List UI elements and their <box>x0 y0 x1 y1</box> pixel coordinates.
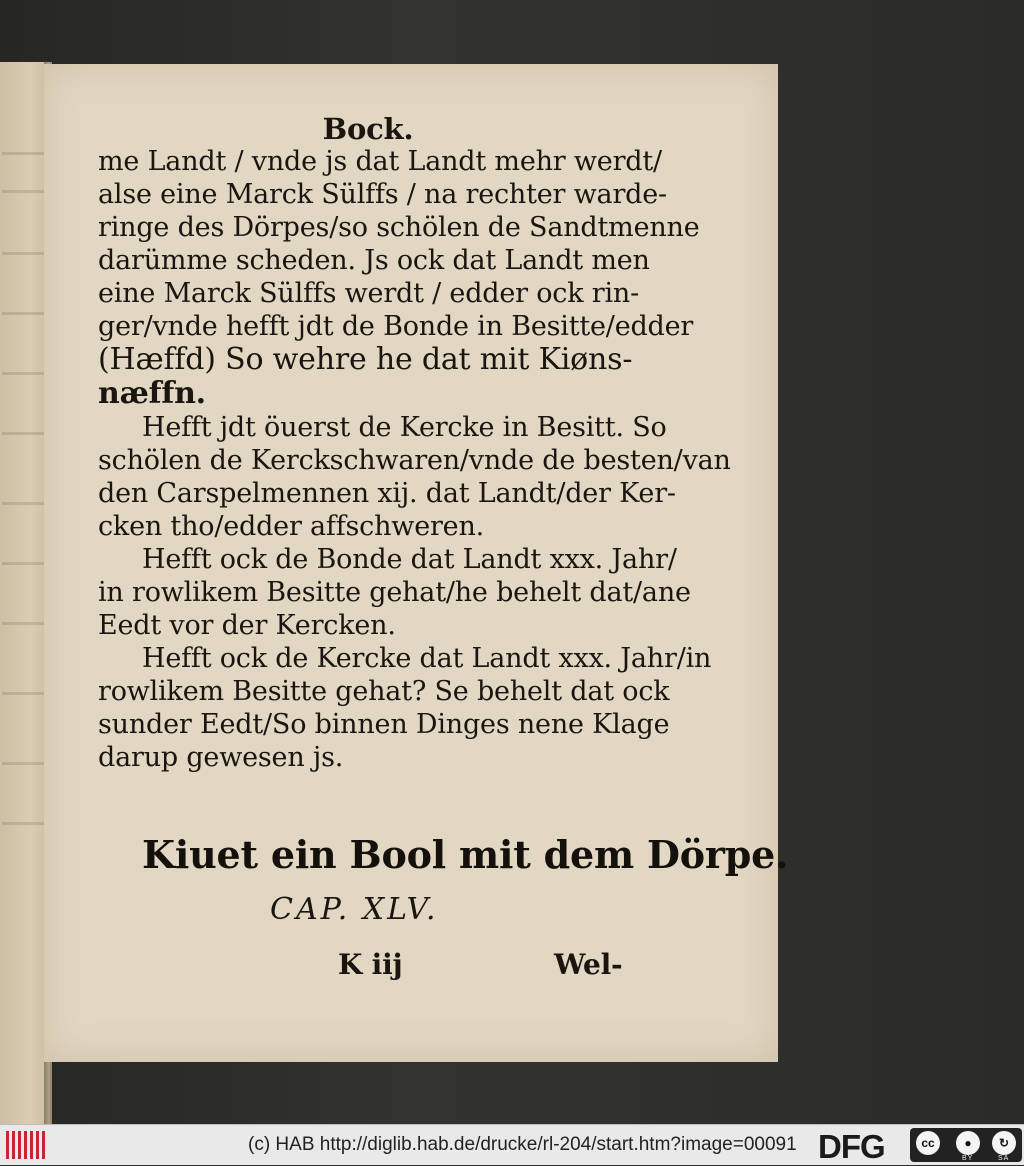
copyright-link[interactable]: (c) HAB http://diglib.hab.de/drucke/rl-204/start.htm?image=00091 <box>248 1134 797 1155</box>
text-line: cken tho/edder affschweren. <box>98 511 485 542</box>
text-line: schölen de Kerckschwaren/vnde de besten/van <box>98 445 731 476</box>
cc-icon: cc <box>916 1131 940 1155</box>
text-line: darup gewesen js. <box>98 742 344 773</box>
text-line: me Landt / vnde js dat Landt mehr werdt/ <box>98 146 662 177</box>
chapter-number: CAP. XLV. <box>270 892 439 927</box>
text-line: den Carspelmennen xij. dat Landt/der Ker- <box>98 478 676 509</box>
text-line: darümme scheden. Js ock dat Landt men <box>98 245 650 276</box>
text-line: eine Marck Sülffs werdt / edder ock rin- <box>98 278 640 309</box>
text-line: ringe des Dörpes/so schölen de Sandtmenne <box>98 212 700 243</box>
dfg-logo: DFG <box>818 1128 885 1165</box>
license-sa-label: SA <box>998 1155 1010 1162</box>
share-alike-icon: ↻ <box>992 1131 1016 1155</box>
license-by-label: BY <box>962 1155 974 1162</box>
running-head: Bock. <box>322 112 414 146</box>
text-line: ger/vnde hefft jdt de Bonde in Besitte/edder <box>98 311 694 342</box>
text-line: Hefft ock de Bonde dat Landt xxx. Jahr/ <box>142 544 677 575</box>
section-heading: Kiuet ein Bool mit dem Dörpe. <box>142 832 789 877</box>
text-line: rowlikem Besitte gehat? Se behelt dat ock <box>98 676 670 707</box>
text-line: in rowlikem Besitte gehat/he behelt dat/ane <box>98 577 691 608</box>
by-person-icon: ● <box>956 1131 980 1155</box>
book-page <box>44 64 789 1062</box>
viewer-footer <box>0 1124 1024 1165</box>
text-line: (Hæffd) So wehre he dat mit Kiøns- <box>98 342 633 377</box>
text-line: Eedt vor der Kercken. <box>98 610 396 641</box>
text-line: sunder Eedt/So binnen Dinges nene Klage <box>98 709 670 740</box>
text-line: Hefft jdt öuerst de Kercke in Besitt. So <box>142 412 667 443</box>
catchword: Wel- <box>554 948 623 981</box>
text-line: Hefft ock de Kercke dat Landt xxx. Jahr/in <box>142 643 712 674</box>
signature-mark: K iij <box>338 948 403 981</box>
text-line: næffn. <box>98 376 206 411</box>
hab-logo-icon <box>6 1131 46 1159</box>
text-line: alse eine Marck Sülffs / na rechter warde- <box>98 179 667 210</box>
cc-license-badge[interactable] <box>910 1128 1022 1162</box>
